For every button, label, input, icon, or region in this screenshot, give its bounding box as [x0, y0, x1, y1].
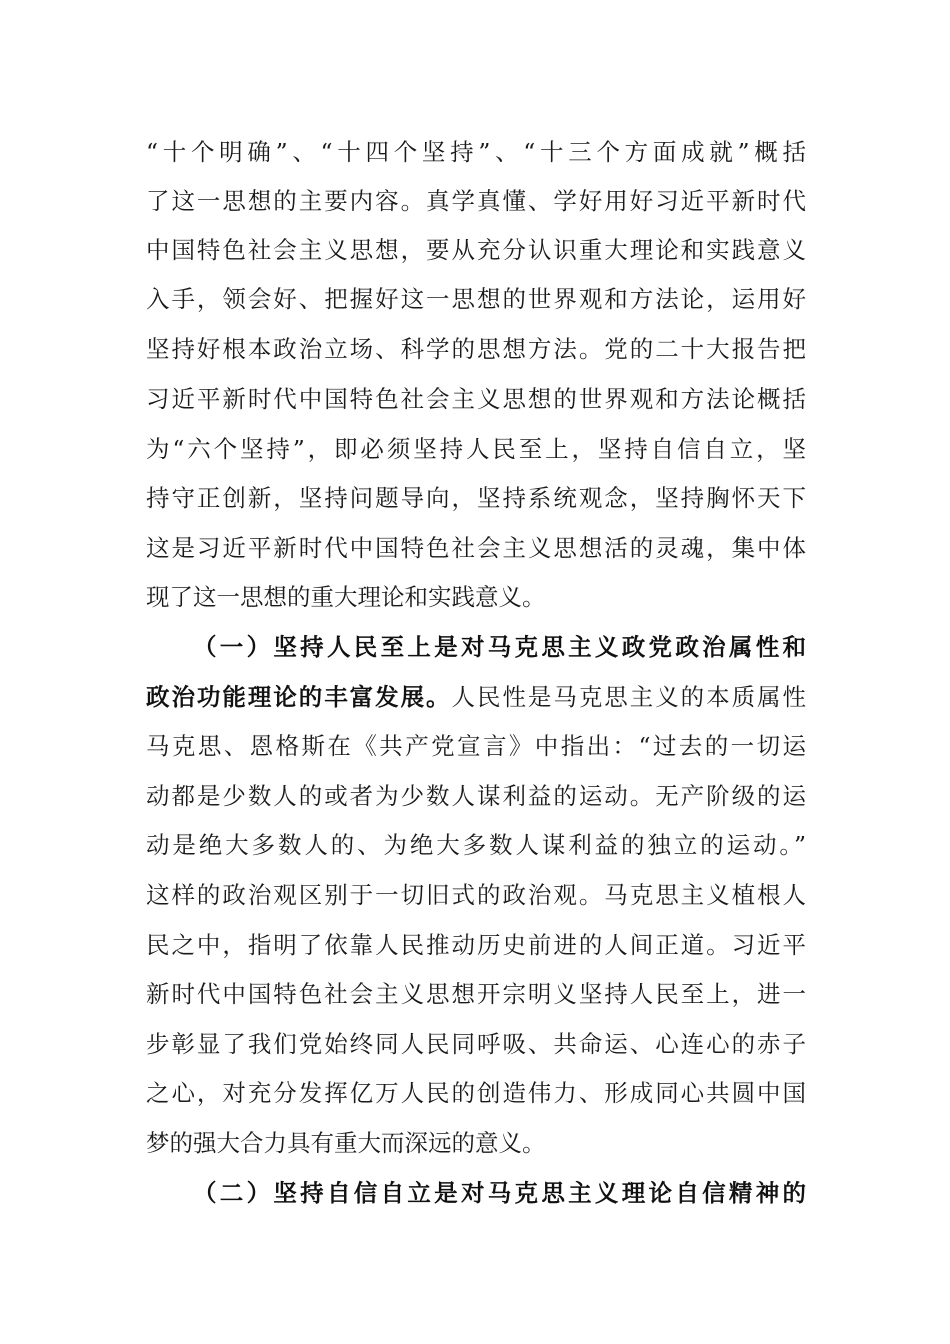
- line-text: 之心，对充分发挥亿万人民的创造伟力、形成同心共圆中国: [146, 1079, 806, 1107]
- line-text: 新时代中国特色社会主义思想开宗明义坚持人民至上，进一: [146, 980, 806, 1008]
- text-line-2: [146, 176, 806, 226]
- line-text: 动是绝大多数人的、为绝大多数人谋利益的独立的运动。”: [146, 831, 806, 859]
- text-line-7: [146, 424, 806, 474]
- text-line-8: [146, 473, 806, 523]
- text-line-17: [146, 920, 806, 970]
- line-text: 马克思、恩格斯在《共产党宣言》中指出：“过去的一切运: [146, 732, 806, 760]
- heading-text: （一）坚持人民至上是对马克思主义政党政治属性和: [193, 633, 806, 661]
- text-line-18: [146, 969, 806, 1019]
- heading-text: （二）坚持自信自立是对马克思主义理论自信精神的: [193, 1179, 806, 1207]
- line-text: 人民性是马克思主义的本质属性: [451, 683, 807, 711]
- line-text: 现了这一思想的重大理论和实践意义。: [146, 583, 546, 611]
- text-line-3: [146, 225, 806, 275]
- line-text: 中国特色社会主义思想，要从充分认识重大理论和实践意义: [146, 236, 806, 264]
- line-text: 持守正创新，坚持问题导向，坚持系统观念，坚持胸怀天下: [146, 484, 806, 512]
- line-text: 民之中，指明了依靠人民推动历史前进的人间正道。习近平: [146, 931, 806, 959]
- text-line-1: [146, 127, 806, 177]
- text-line-12: [146, 672, 806, 722]
- line-text: “十个明确”、“十四个坚持”、“十三个方面成就”概括: [146, 138, 806, 166]
- line-text: 这样的政治观区别于一切旧式的政治观。马克思主义植根人: [146, 881, 806, 909]
- heading-text-continued: 政治功能理论的丰富发展。: [146, 683, 452, 711]
- text-line-10: [146, 572, 806, 622]
- section-heading-1: [193, 622, 806, 672]
- line-text: 入手，领会好、把握好这一思想的世界观和方法论，运用好: [146, 285, 806, 313]
- text-line-21: [146, 1118, 806, 1168]
- text-line-20: [146, 1068, 806, 1118]
- section-heading-2: [193, 1168, 806, 1218]
- line-text: 了这一思想的主要内容。真学真懂、学好用好习近平新时代: [146, 187, 806, 215]
- line-text: 习近平新时代中国特色社会主义思想的世界观和方法论概括: [146, 385, 806, 413]
- text-line-6: [146, 374, 806, 424]
- line-text: 坚持好根本政治立场、科学的思想方法。党的二十大报告把: [146, 335, 806, 363]
- line-text: 梦的强大合力具有重大而深远的意义。: [146, 1129, 546, 1157]
- line-text: 步彰显了我们党始终同人民同呼吸、共命运、心连心的赤子: [146, 1030, 806, 1058]
- line-text: 这是习近平新时代中国特色社会主义思想活的灵魂，集中体: [146, 534, 806, 562]
- text-line-13: [146, 721, 806, 771]
- text-line-9: [146, 523, 806, 573]
- text-line-14: [146, 771, 806, 821]
- line-text: 动都是少数人的或者为少数人谋利益的运动。无产阶级的运: [146, 782, 806, 810]
- text-line-5: [146, 324, 806, 374]
- text-line-4: [146, 274, 806, 324]
- text-line-19: [146, 1019, 806, 1069]
- text-line-15: [146, 820, 806, 870]
- line-text: 为“六个坚持”，即必须坚持人民至上，坚持自信自立，坚: [146, 435, 806, 463]
- text-line-16: [146, 870, 806, 920]
